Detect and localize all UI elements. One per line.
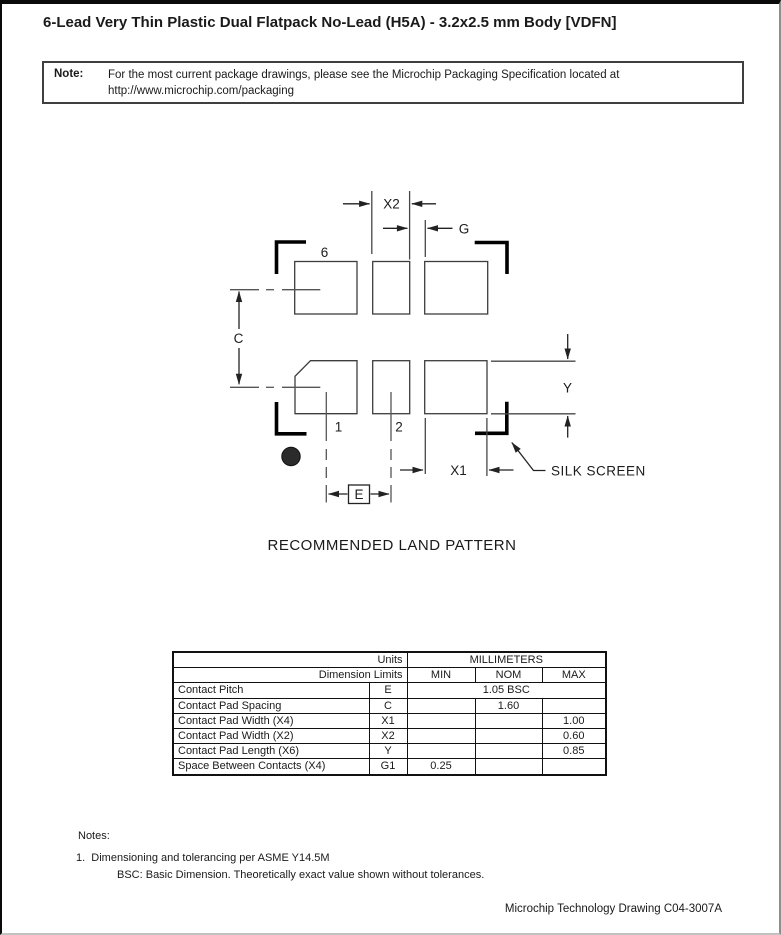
row-max: 0.85 — [542, 744, 606, 759]
note-label: Note: — [54, 68, 84, 80]
dimensions-table — [172, 651, 607, 776]
millimeters-header: MILLIMETERS — [407, 652, 606, 668]
dim-label-g: G — [458, 221, 470, 237]
row-name: Contact Pad Spacing — [173, 698, 369, 713]
row-symbol: C — [369, 698, 407, 713]
units-header: Units — [173, 652, 407, 668]
pin-number-2: 2 — [395, 419, 403, 435]
drawing-number-footer: Microchip Technology Drawing C04-3007A — [504, 903, 722, 915]
note-line1: For the most current package drawings, please see the Microchip Packaging Specification located at — [108, 69, 620, 81]
row-symbol: X2 — [369, 728, 407, 743]
dim-label-x1: X1 — [450, 463, 467, 478]
table-row — [173, 683, 606, 698]
row-name: Contact Pad Length (X6) — [173, 744, 369, 759]
pin-number-6: 6 — [320, 245, 329, 260]
row-name: Contact Pad Width (X2) — [173, 728, 369, 743]
silkscreen-leader-arrow — [512, 443, 546, 471]
table-row — [173, 744, 606, 759]
table-header-row-limits — [173, 668, 606, 683]
row-min — [407, 713, 475, 728]
max-header: MAX — [542, 668, 606, 683]
silkscreen-corner-bottom-left — [277, 402, 307, 434]
row-span-value: 1.05 BSC — [407, 683, 606, 698]
row-symbol: G1 — [369, 759, 407, 775]
row-symbol: E — [369, 683, 407, 698]
row-max: 0.60 — [542, 728, 606, 743]
table-row — [173, 728, 606, 743]
row-nom — [475, 713, 542, 728]
row-max — [542, 759, 606, 775]
page-title: 6-Lead Very Thin Plastic Dual Flatpack No-Lead (H5A) - 3.2x2.5 mm Body [VDFN] — [43, 14, 617, 31]
note-item-1: 1. Dimensioning and tolerancing per ASME Y14.5M — [76, 852, 330, 864]
dim-label-e: E — [354, 487, 364, 502]
pin-number-1: 1 — [334, 419, 343, 435]
row-name: Contact Pitch — [173, 683, 369, 698]
note-text — [108, 68, 619, 99]
row-name: Space Between Contacts (X4) — [173, 759, 369, 775]
table-row — [173, 698, 606, 713]
row-min — [407, 744, 475, 759]
table-header-row-units — [173, 652, 606, 668]
row-nom — [475, 744, 542, 759]
pad-3 — [425, 361, 487, 414]
row-nom — [475, 728, 542, 743]
dim-label-y: Y — [562, 380, 573, 396]
note-item-1-sub: BSC: Basic Dimension. Theoretically exact value shown without tolerances. — [117, 869, 485, 881]
min-header: MIN — [407, 668, 475, 683]
row-min — [407, 728, 475, 743]
row-min: 0.25 — [407, 759, 475, 775]
silkscreen-label: SILK SCREEN — [551, 463, 646, 479]
row-name: Contact Pad Width (X4) — [173, 713, 369, 728]
packaging-url[interactable]: http://www.microchip.com/packaging — [108, 84, 294, 97]
nom-header: NOM — [475, 668, 542, 683]
dim-label-x2: X2 — [383, 196, 400, 212]
drawing-caption: RECOMMENDED LAND PATTERN — [267, 537, 517, 554]
table-row — [173, 713, 606, 728]
silkscreen-corner-bottom-right — [475, 402, 507, 434]
row-min — [407, 698, 475, 713]
row-max — [542, 698, 606, 713]
land-pattern-drawing — [172, 184, 662, 514]
row-max: 1.00 — [542, 713, 606, 728]
pad-4 — [425, 262, 488, 315]
silkscreen-corner-top-right — [475, 243, 507, 275]
dimension-limits-header: Dimension Limits — [173, 668, 407, 683]
note-box — [42, 61, 744, 104]
pad-6 — [295, 262, 357, 315]
row-nom — [475, 759, 542, 775]
pad-5 — [373, 262, 410, 315]
table-row — [173, 759, 606, 775]
pin1-indicator-dot — [282, 447, 300, 465]
row-symbol: Y — [369, 744, 407, 759]
dim-label-c: C — [233, 331, 244, 346]
notes-heading: Notes: — [78, 830, 110, 842]
row-nom: 1.60 — [475, 698, 542, 713]
silkscreen-corner-top-left — [277, 242, 307, 274]
row-symbol: X1 — [369, 713, 407, 728]
